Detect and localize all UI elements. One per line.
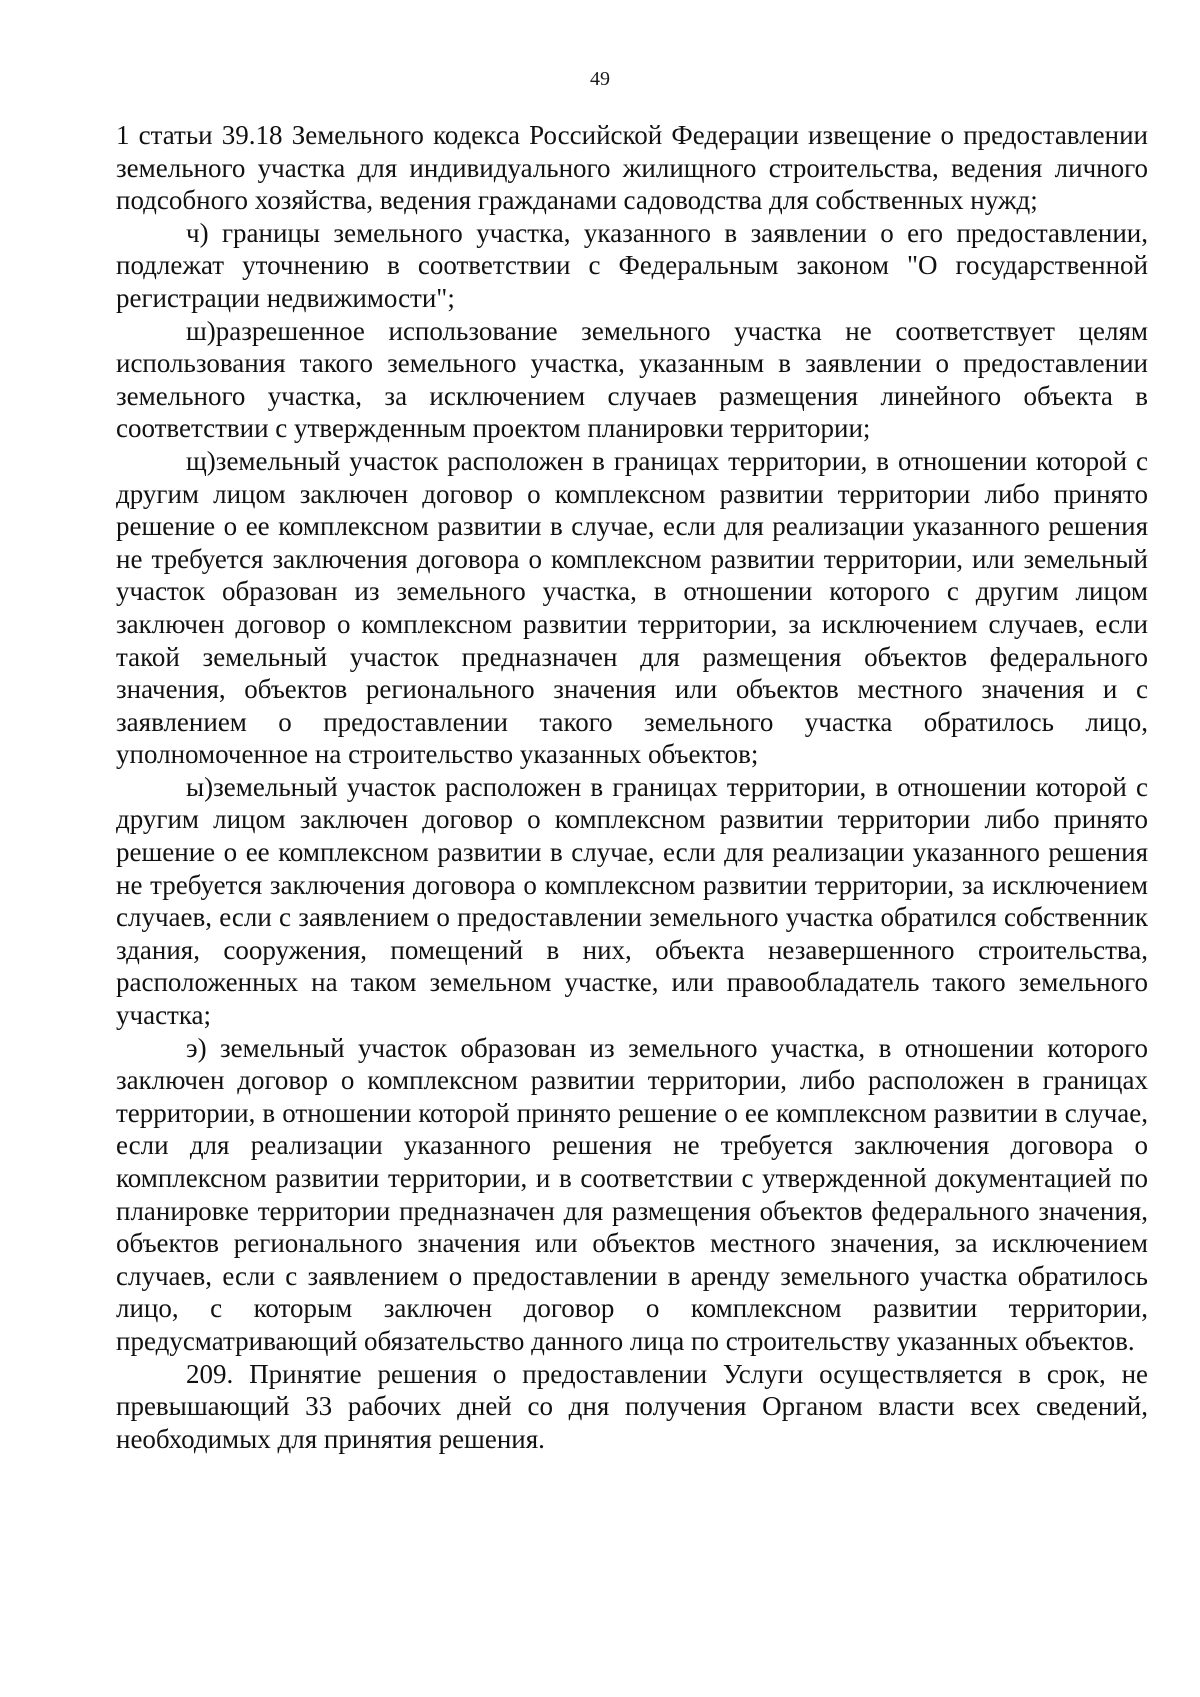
paragraph-item-209: 209. Принятие решения о предоставлении Услуги осуществляется в срок, не превышающий 33 рабочих дней со дня получения Органом власти всех сведений, необходимых для принятия решения.: [116, 1358, 1148, 1454]
paragraph-item-e: э) земельный участок образован из земельного участка, в отношении которого заключен договор о комплексном развитии территории, либо расположен в границах территории, в отношении которой принято решение о ее комплексном развитии в случае, если для реализации указанного решения не требуется заключения договора о комплексном развитии территории, и в соответствии с утвержденной документацией по планировке территории предназначен для размещения объектов федерального значения, объектов регионального значения или объектов местного значения, за исключением случаев, если с заявлением о предоставлении в аренду земельного участка обратилось лицо, с которым заключен договор о комплексном развитии территории, предусматривающий обязательство данного лица по строительству указанных объектов.: [116, 1032, 1148, 1356]
paragraph-item-y: ы)земельный участок расположен в границах территории, в отношении которой с другим лицом заключен договор о комплексном развитии территории либо принято решение о ее комплексном развитии в случае, если для реализации указанного решения не требуется заключения договора о комплексном развитии территории, за исключением случаев, если с заявлением о предоставлении земельного участка обратился собственник здания, сооружения, помещений в них, объекта незавершенного строительства, расположенных на таком земельном участке, или правообладатель такого земельного участка;: [116, 771, 1148, 1031]
paragraph-item-ch: ч) границы земельного участка, указанного в заявлении о его предоставлении, подлежат уточнению в соответствии с Федеральным законом "О государственной регистрации недвижимости";: [116, 217, 1148, 313]
paragraph-item-sh: ш)разрешенное использование земельного участка не соответствует целям использования такого земельного участка, указанным в заявлении о предоставлении земельного участка, за исключением случаев размещения линейного объекта в соответствии с утвержденным проектом планировки территории;: [116, 315, 1148, 444]
paragraph-continuation: 1 статьи 39.18 Земельного кодекса Российской Федерации извещение о предоставлении земельного участка для индивидуального жилищного строительства, ведения личного подсобного хозяйства, ведения гражданами садоводства для собственных нужд;: [116, 120, 1148, 216]
page-number: 49: [590, 68, 610, 90]
document-body: [116, 119, 1148, 1455]
paragraph-item-shch: щ)земельный участок расположен в границах территории, в отношении которой с другим лицом заключен договор о комплексном развитии территории либо принято решение о ее комплексном развитии в случае, если для реализации указанного решения не требуется заключения договора о комплексном развитии территории, или земельный участок образован из земельного участка, в отношении которого с другим лицом заключен договор о комплексном развитии территории, за исключением случаев, если такой земельный участок предназначен для размещения объектов федерального значения, объектов регионального значения или объектов местного значения и с заявлением о предоставлении такого земельного участка обратилось лицо, уполномоченное на строительство указанных объектов;: [116, 445, 1148, 770]
